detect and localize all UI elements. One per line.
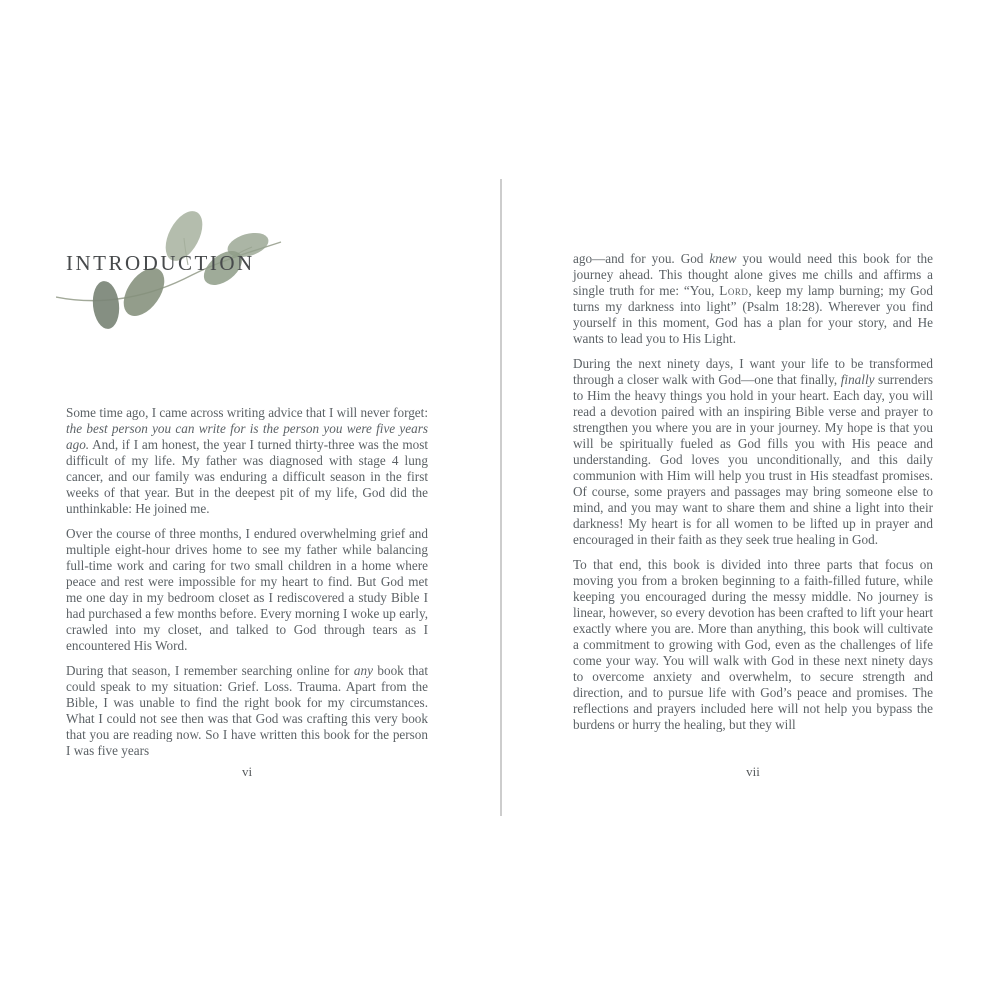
text-segment: During the next ninety days, I want your life to be transformed through a closer walk with God—one that finally, xyxy=(573,356,933,387)
paragraph xyxy=(66,663,428,759)
text-segment: , keep my lamp burning; my God turns my darkness into light” (Psalm 18:28). Wherever you find yourself in this moment, God has a plan for your story, and He wants to lead you to His Light. xyxy=(573,283,933,346)
paragraph xyxy=(573,557,933,733)
text-segment: ago—and for you. God xyxy=(573,251,710,266)
paragraph xyxy=(66,405,428,517)
chapter-title: INTRODUCTION xyxy=(66,251,255,275)
text-segment: Lord xyxy=(719,283,749,298)
text-segment: finally xyxy=(840,372,875,387)
text-segment: Some time ago, I came across writing advice that I will never forget: xyxy=(66,405,428,420)
right-page-text xyxy=(573,251,933,742)
text-segment: any xyxy=(353,663,373,678)
text-segment: you would need this book for the journey ahead. This thought alone gives me chills and affirms a single truth for me: “You, xyxy=(573,251,934,298)
text-segment: During that season, I remember searching online for xyxy=(66,663,354,678)
text-segment: Over the course of three months, I endured overwhelming grief and multiple eight-hour drives home to see my father while balancing full-time work and caring for two small children in a home where peace and rest were impossible for my heart to find. But God met me one day in my bedroom closet as I rediscovered a study Bible I had purchased a few months before. Every morning I woke up early, crawled into my closet, and talked to God through tears as I encountered His Word. xyxy=(66,526,428,653)
left-page-number: vi xyxy=(241,764,253,779)
text-segment: surrenders to Him the heavy things you hold in your heart. Each day, you will read a devotion paired with an inspiring Bible verse and prayer to strengthen you where you are in your journey. My hope is that you will be spiritually fueled as God fills you with His peace and understanding. God loves you unconditionally, and this daily communion with Him will help you trust in His steadfast promises. Of course, some prayers and passages may bring someone else to mind, and you may want to share them and shine a light into their darkness! My heart is for all women to be lifted up in prayer and encouraged in their faith as they seek true healing in God. xyxy=(573,372,933,547)
text-segment: And, if I am honest, the year I turned thirty-three was the most difficult of my life. My father was diagnosed with stage 4 lung cancer, and our family was enduring a difficult season in the first weeks of that year. But in the deepest pit of my life, God did the unthinkable: He joined me. xyxy=(66,437,428,516)
text-segment: book that could speak to my situation: Grief. Loss. Trauma. Apart from the Bible, I was unable to find the right book for my circumstances. What I could not see then was that God was crafting this very book that you are reading now. So I have written this book for the person I was five years xyxy=(66,663,428,758)
paragraph xyxy=(66,526,428,654)
text-segment: knew xyxy=(709,251,737,266)
left-page-text xyxy=(66,405,428,768)
chapter-heading-area xyxy=(56,205,356,365)
leaf xyxy=(91,280,122,330)
paragraph xyxy=(573,251,933,347)
page-gutter-divider xyxy=(500,179,502,816)
paragraph xyxy=(573,356,933,548)
text-segment: the best person you can write for is the person you were five years ago. xyxy=(66,421,428,452)
right-page-number: vii xyxy=(746,764,760,779)
text-segment: To that end, this book is divided into three parts that focus on moving you from a broken beginning to a faith-filled future, while keeping you encouraged during the messy middle. No journey is linear, however, so every devotion has been crafted to lift your heart exactly where you are. More than anything, this book will cultivate a commitment to growing with God, even as the challenges of life come your way. You will walk with God in these next ninety days to overcome anxiety and overwhelm, to secure strength and direction, and to pursue life with God’s peace and promises. The reflections and prayers included here will not help you bypass the burdens or hurry the healing, but they will xyxy=(573,557,933,732)
